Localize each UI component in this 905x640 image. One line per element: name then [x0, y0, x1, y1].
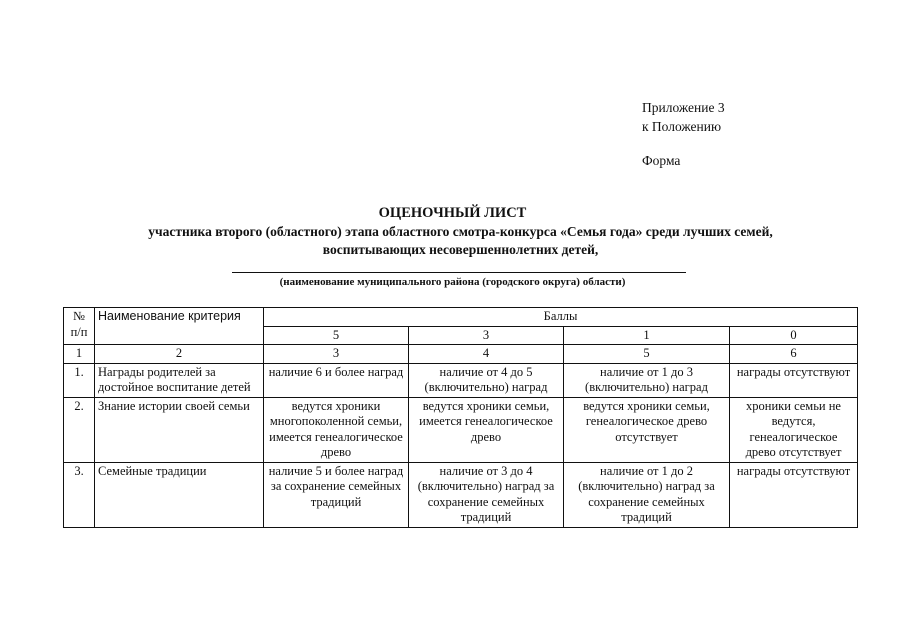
row-number: 2.	[64, 397, 95, 462]
criterion-cell: наличие от 3 до 4 (включительно) наград за сохранение семейных традиций	[409, 462, 564, 527]
column-number: 1	[64, 345, 95, 364]
table-header-row	[64, 308, 858, 327]
criterion-cell: ведутся хроники семьи, генеалогическое древо отсутствует	[564, 397, 730, 462]
criterion-cell: хроники семьи не ведутся, генеалогическое древо отсутствует	[730, 397, 858, 462]
header-points: Баллы	[264, 308, 858, 327]
row-number: 1.	[64, 363, 95, 397]
score-header: 0	[730, 326, 858, 345]
score-header: 1	[564, 326, 730, 345]
column-number: 3	[264, 345, 409, 364]
evaluation-table	[63, 307, 858, 528]
criterion-cell: наличие 6 и более наград	[264, 363, 409, 397]
criterion-cell: награды отсутствуют	[730, 462, 858, 527]
table-row	[64, 462, 858, 527]
criterion-cell: наличие от 1 до 3 (включительно) наград	[564, 363, 730, 397]
criterion-cell: наличие от 1 до 2 (включительно) наград за сохранение семейных традиций	[564, 462, 730, 527]
table-row	[64, 363, 858, 397]
document-subtitle: участника второго (областного) этапа областного смотра-конкурса «Семья года» среди лучших семей,	[148, 224, 773, 239]
score-header: 5	[264, 326, 409, 345]
column-number: 4	[409, 345, 564, 364]
form-label: Форма	[642, 153, 681, 168]
criterion-cell: наличие 5 и более наград за сохранение семейных традиций	[264, 462, 409, 527]
column-number: 2	[95, 345, 264, 364]
column-number-row	[64, 345, 858, 364]
document-subtitle-continued: воспитывающих несовершеннолетних детей,	[322, 242, 599, 257]
criterion-name: Семейные традиции	[95, 462, 264, 527]
header-criterion: Наименование критерия	[95, 308, 264, 345]
row-number: 3.	[64, 462, 95, 527]
criterion-cell: награды отсутствуют	[730, 363, 858, 397]
appendix-block	[642, 98, 725, 170]
criterion-cell: ведутся хроники многопоколенной семьи, имеется генеалогическое древо	[264, 397, 409, 462]
appendix-line: к Положению	[642, 119, 722, 134]
score-header: 3	[409, 326, 564, 345]
document-title: ОЦЕНОЧНЫЙ ЛИСТ	[378, 205, 527, 221]
criterion-cell: ведутся хроники семьи, имеется генеалогическое древо	[409, 397, 564, 462]
column-number: 5	[564, 345, 730, 364]
fill-in-caption: (наименование муниципального района (городского округа) области)	[279, 276, 626, 288]
table-row	[64, 397, 858, 462]
criterion-name: Награды родителей за достойное воспитание детей	[95, 363, 264, 397]
header-number: № п/п	[64, 308, 95, 345]
criterion-cell: наличие от 4 до 5 (включительно) наград	[409, 363, 564, 397]
appendix-line: Приложение 3	[642, 100, 725, 115]
column-number: 6	[730, 345, 858, 364]
fill-in-line	[232, 272, 686, 273]
criterion-name: Знание истории своей семьи	[95, 397, 264, 462]
